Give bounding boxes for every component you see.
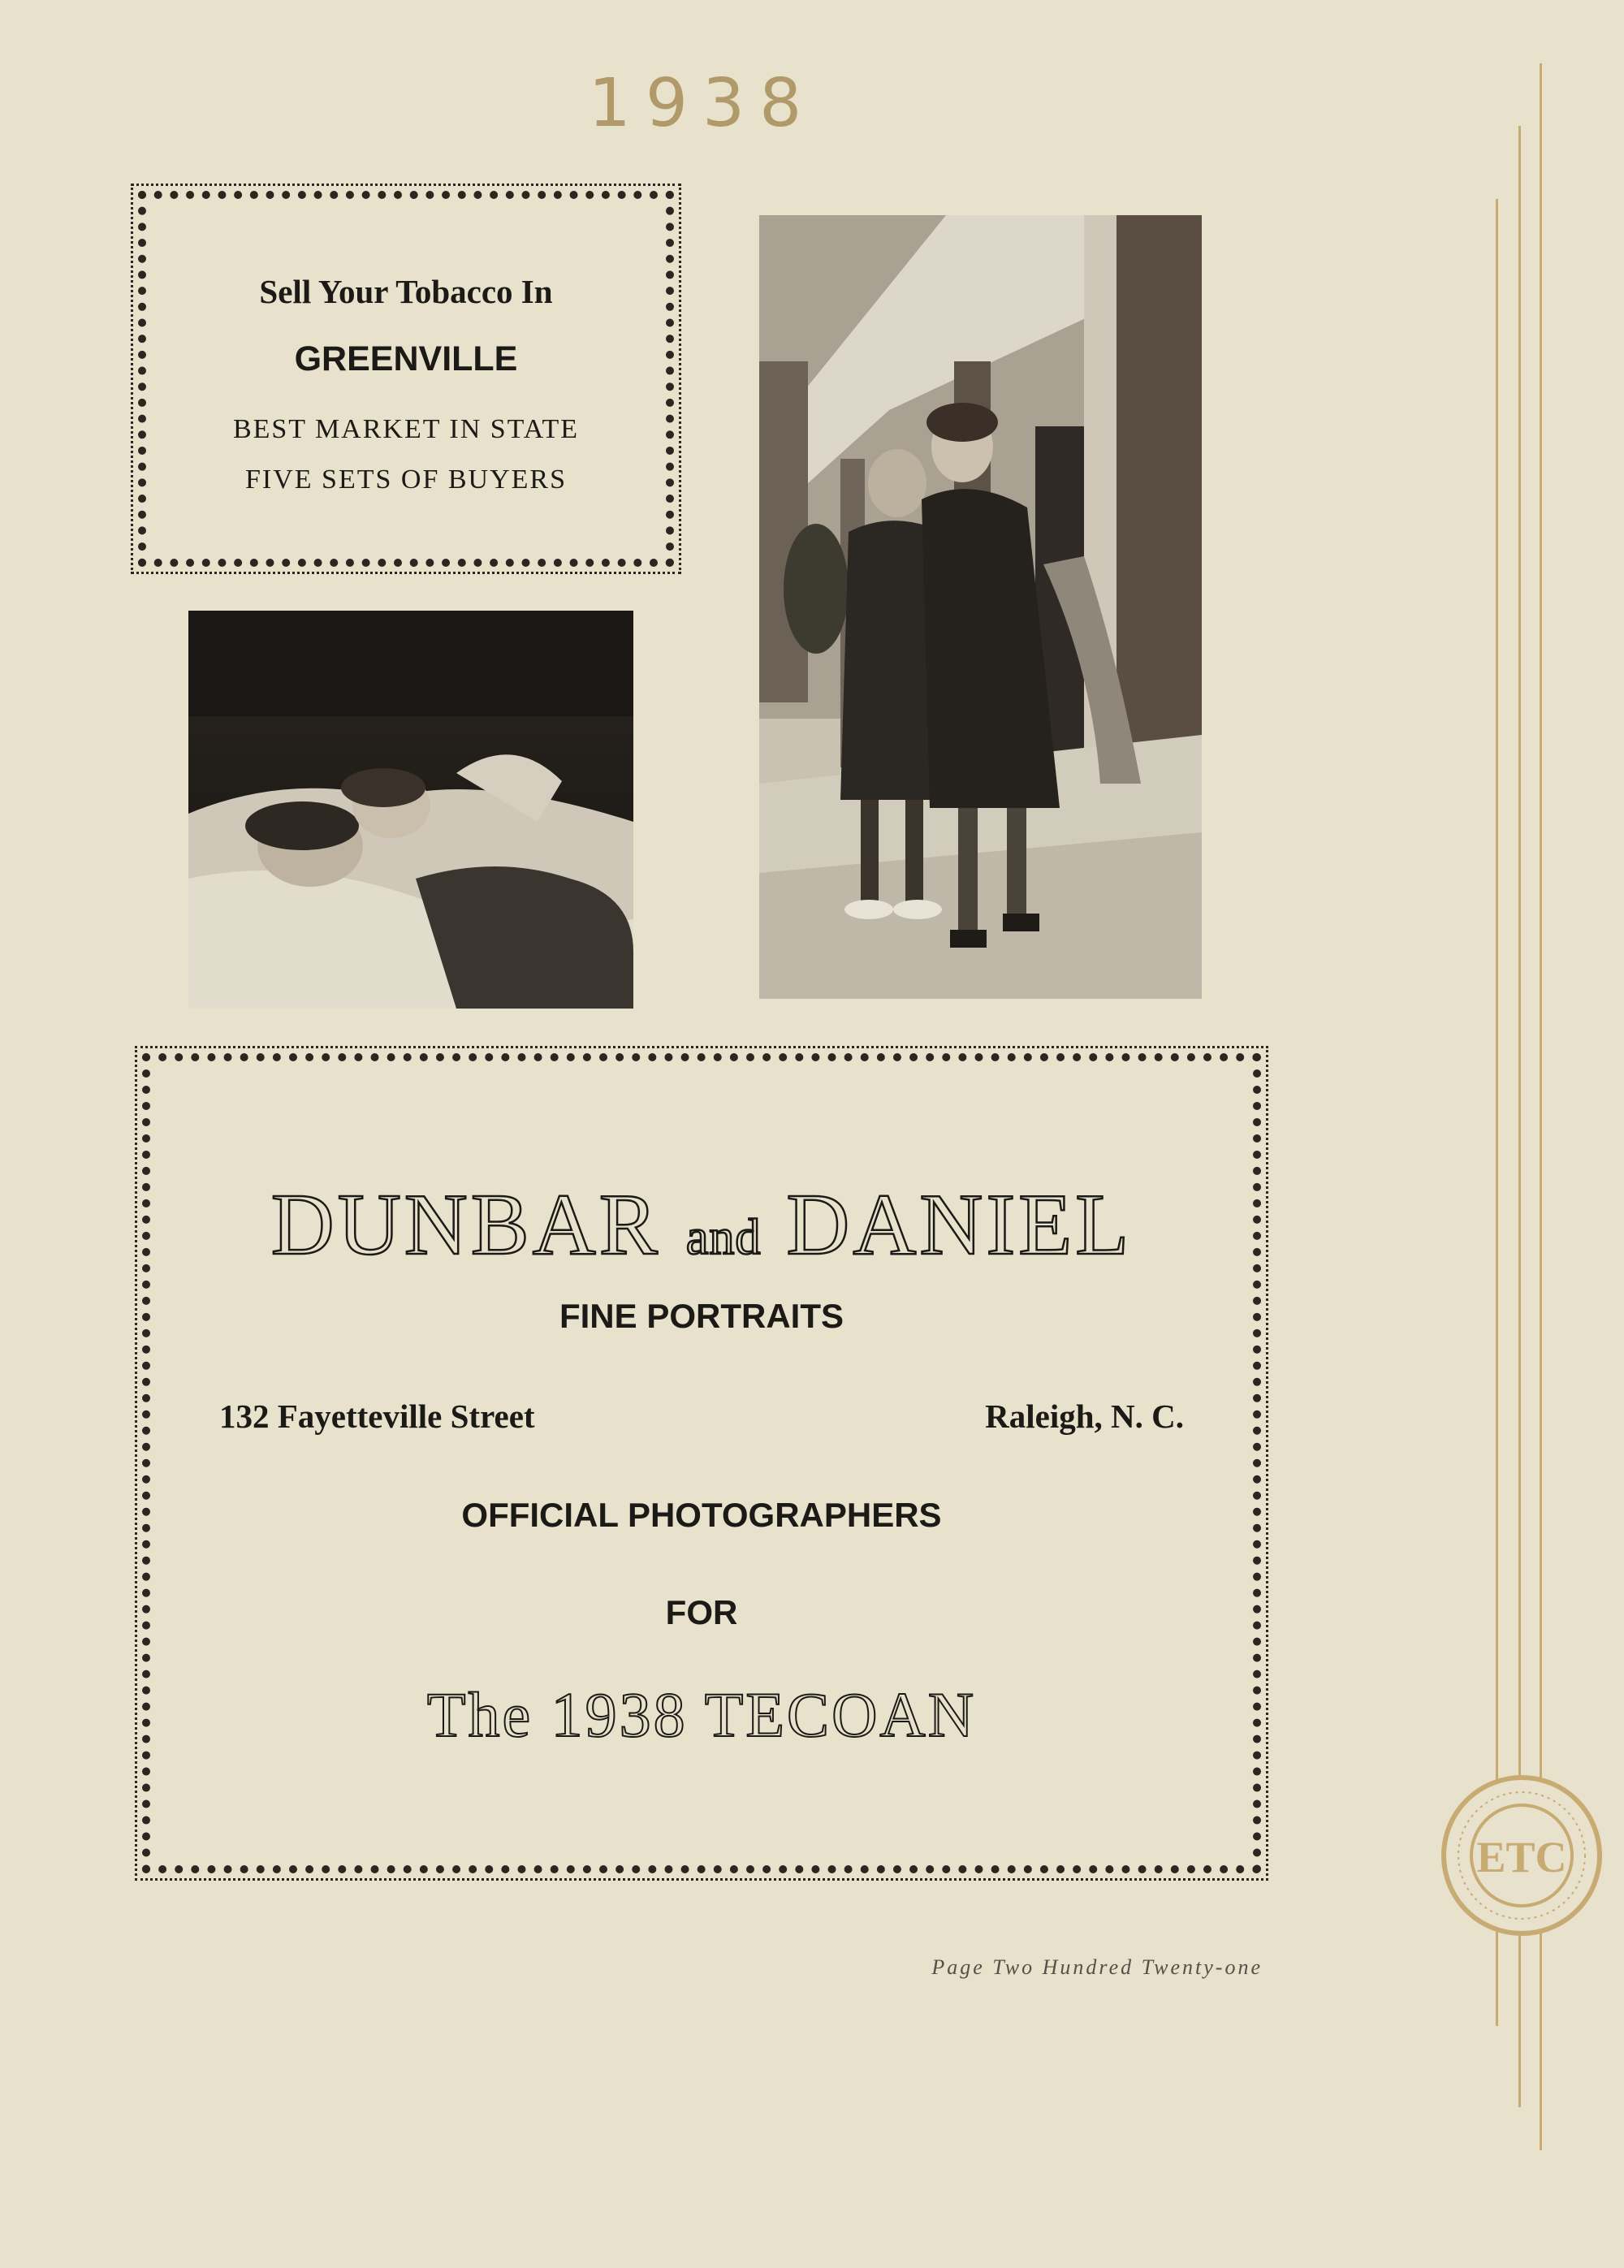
gold-rule-inner (1496, 199, 1498, 2026)
for-line: FOR (665, 1593, 738, 1631)
tobacco-ad-line4: FIVE SETS OF BUYERS (244, 464, 567, 495)
studio-name-conjunction: and (685, 1210, 762, 1265)
tobacco-ad-line3: BEST MARKET IN STATE (232, 414, 580, 444)
tobacco-ad-line1: Sell Your Tobacco In (259, 273, 553, 310)
college-seal-icon (1439, 1773, 1605, 1939)
studio-address: 132 Fayetteville Street (219, 1398, 535, 1435)
yearbook-title-line: The 1938 TECOAN (426, 1679, 977, 1750)
photo-sleeping-girls (188, 611, 633, 1009)
photographer-advertisement (142, 1053, 1261, 1873)
seal-initials: ETC (1476, 1833, 1567, 1881)
official-photographers-line: OFFICIAL PHOTOGRAPHERS (461, 1496, 942, 1534)
studio-name-part1: DUNBAR (270, 1177, 661, 1273)
studio-name (150, 1175, 1253, 1276)
photo-roller-skaters (759, 215, 1202, 999)
page-year-header: 1938 (588, 65, 817, 142)
studio-tagline: FINE PORTRAITS (559, 1297, 844, 1335)
studio-name-part2: DANIEL (786, 1177, 1133, 1273)
tobacco-advertisement (138, 191, 674, 567)
page-number: Page Two Hundred Twenty-one (931, 1955, 1263, 1979)
studio-city: Raleigh, N. C. (985, 1398, 1184, 1435)
tobacco-ad-town: GREENVILLE (294, 339, 518, 378)
